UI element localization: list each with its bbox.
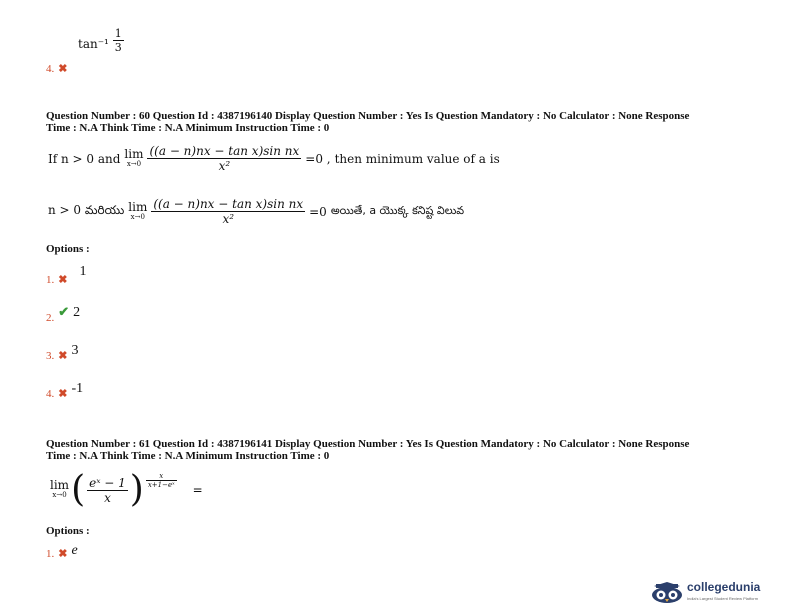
q60-option-4: $_{4.}$ $_✖$ -1 xyxy=(46,381,84,400)
cross-icon: ✖ xyxy=(58,63,68,75)
q60-option-3: $_{3.}$ $_✖$ 3 xyxy=(46,343,79,362)
q60-statement-en: If n > 0 and lim x→0 $\frac{\text{((a − n)nx − tan x)sin nx}}{\text{x²}}$ =0 , then minimum value of a is xyxy=(48,144,500,173)
prev-option-4: 4. ✖ xyxy=(46,63,68,75)
q60-statement-te: n > 0 మరియు lim x→0 $\frac{\text{((a − n)nx − tan x)sin nx}}{\text{x²}}$ =0 అయితే, a యొక్క కనిష్ట విలువ xyxy=(48,197,465,226)
q60-option-2: $_{2.}$ ✔ 2 xyxy=(46,304,81,324)
cross-icon: ✖ xyxy=(58,388,68,400)
owl-mascot-icon xyxy=(650,582,684,604)
q61-options-label: Options : xyxy=(46,525,90,537)
collegedunia-logo: collegedunia India's Largest Student Review Platform xyxy=(650,581,760,605)
q60-header: Question Number : 60 Question Id : 4387196140 Display Question Number : Yes Is Question Mandatory : No Calculator : None Response Time : N.A Think Time : N.A Minimum Instruction Time : 0 xyxy=(46,110,690,134)
q61-header: Question Number : 61 Question Id : 4387196141 Display Question Number : Yes Is Question Mandatory : No Calculator : None Response Time : N.A Think Time : N.A Minimum Instruction Time : 0 xyxy=(46,438,690,462)
cross-icon: ✖ xyxy=(58,274,68,286)
q60-options-label: Options : xyxy=(46,243,90,255)
q60-option-1: $_{1.}$ $_✖$ 1 xyxy=(46,264,87,286)
q61-option-1: 1. ✖ e xyxy=(46,543,78,560)
check-icon: ✔ xyxy=(58,304,70,319)
q61-statement: lim x→0 ( $\frac{\text{eˣ − 1}}{x}$ ) $\frac{x}{\text{x+1−eˣ}}$ = xyxy=(50,469,203,510)
cross-icon: ✖ xyxy=(58,548,68,560)
prev-option-4-value: tan⁻¹ $\frac{1}{3}$ xyxy=(78,27,122,54)
cross-icon: ✖ xyxy=(58,350,68,362)
